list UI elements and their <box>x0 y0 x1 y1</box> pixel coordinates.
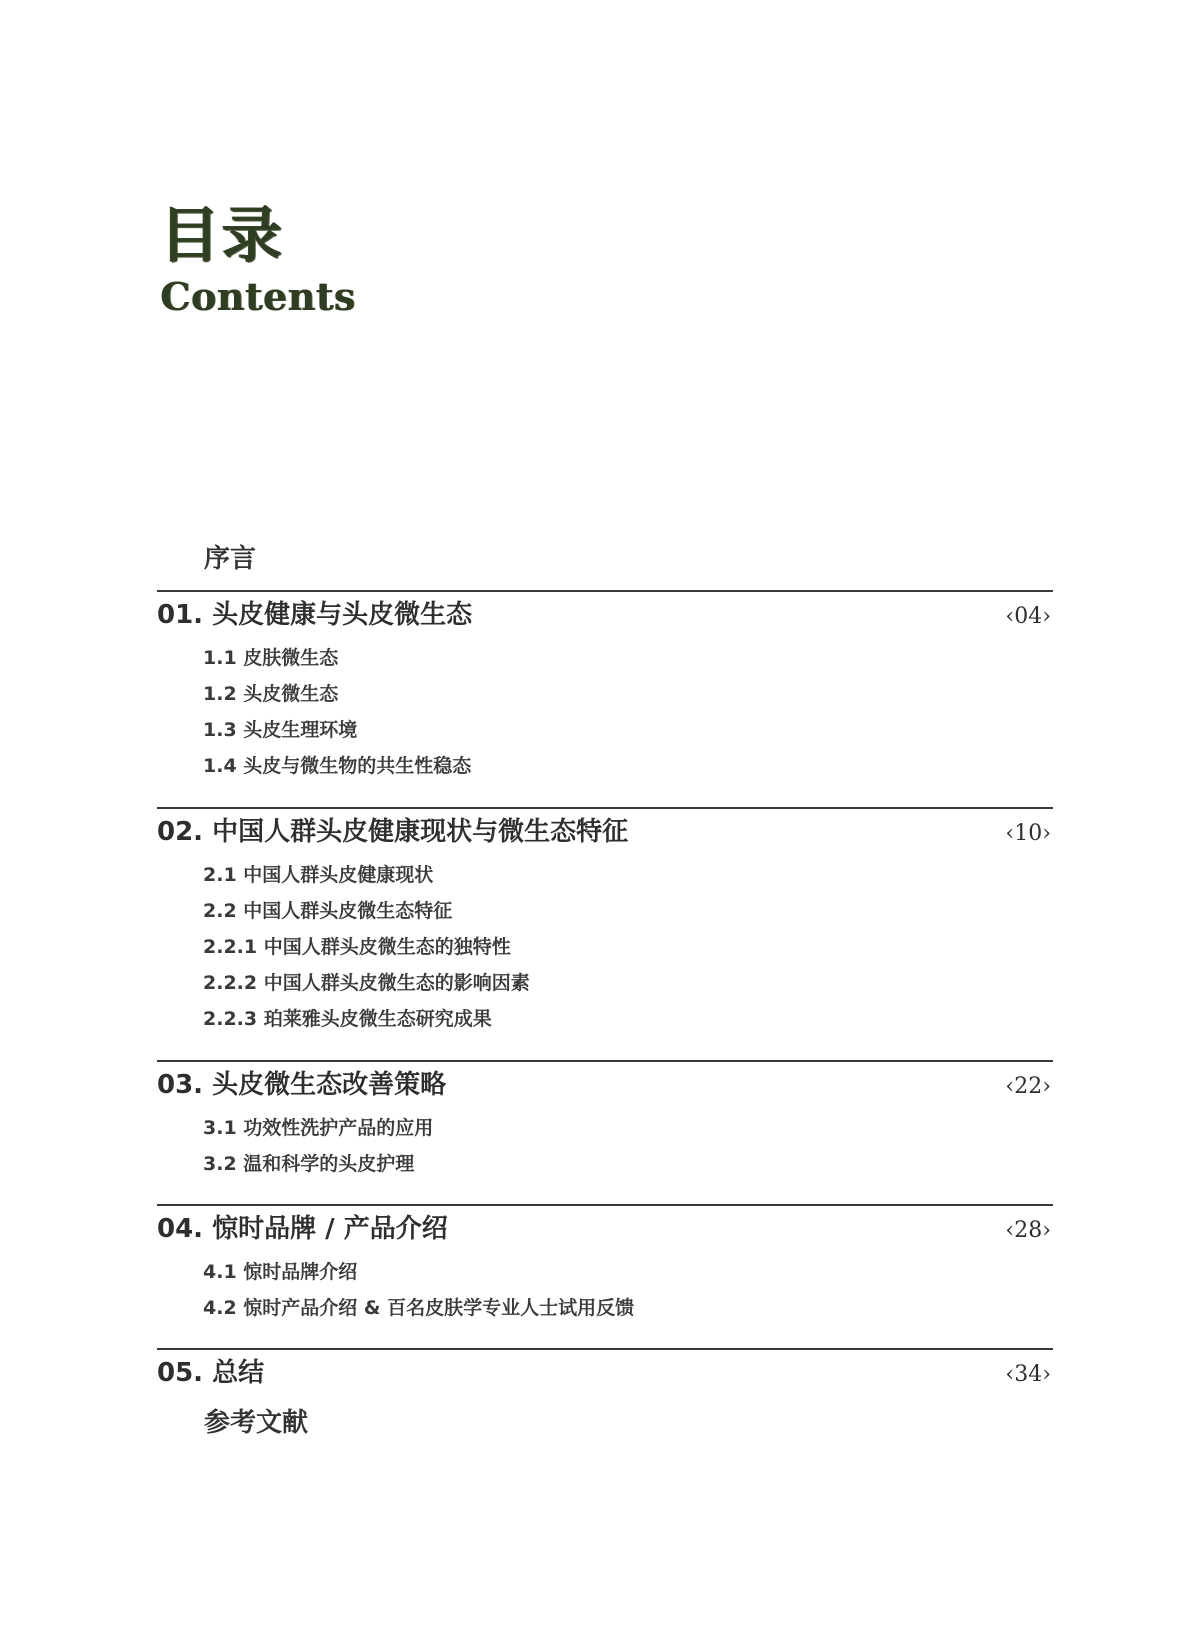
section-title[interactable]: 05. 总结 <box>157 1358 265 1388</box>
subsection-item[interactable]: 2.2 中国人群头皮微生态特征 <box>203 900 453 922</box>
section-page-number: ‹04› <box>1005 604 1051 629</box>
toc-entry-preface[interactable]: 序言 <box>204 544 257 574</box>
section-page-number: ‹10› <box>1005 821 1051 846</box>
section-page-number: ‹34› <box>1005 1362 1051 1387</box>
toc-section-04 <box>157 1204 1053 1326</box>
subsection-item[interactable]: 1.3 头皮生理环境 <box>203 719 358 741</box>
toc-section-03 <box>157 1060 1053 1182</box>
section-title[interactable]: 01. 头皮健康与头皮微生态 <box>157 600 473 630</box>
toc-section-01 <box>157 590 1053 784</box>
toc-entry-references[interactable]: 参考文献 <box>204 1408 309 1438</box>
subsection-item[interactable]: 1.1 皮肤微生态 <box>203 647 339 669</box>
toc-section-05 <box>157 1348 1053 1398</box>
toc-section-02 <box>157 807 1053 1037</box>
subsection-item[interactable]: 1.4 头皮与微生物的共生性稳态 <box>203 755 472 777</box>
subsection-item[interactable]: 2.2.2 中国人群头皮微生态的影响因素 <box>203 972 530 994</box>
page-title-chinese: 目录 <box>160 201 284 271</box>
subsection-list <box>157 1254 1053 1326</box>
subsection-item[interactable]: 3.1 功效性洗护产品的应用 <box>203 1117 434 1139</box>
subsection-list <box>157 640 1053 784</box>
section-page-number: ‹22› <box>1005 1074 1051 1099</box>
section-page-number: ‹28› <box>1005 1218 1051 1243</box>
subsection-item[interactable]: 2.1 中国人群头皮健康现状 <box>203 864 434 886</box>
section-title[interactable]: 04. 惊时品牌 / 产品介绍 <box>157 1214 448 1244</box>
subsection-item[interactable]: 2.2.1 中国人群头皮微生态的独特性 <box>203 936 511 958</box>
subsection-item[interactable]: 1.2 头皮微生态 <box>203 683 339 705</box>
subsection-item[interactable]: 4.2 惊时产品介绍 & 百名皮肤学专业人士试用反馈 <box>203 1297 635 1319</box>
page-title-english: Contents <box>160 274 356 319</box>
section-title[interactable]: 02. 中国人群头皮健康现状与微生态特征 <box>157 817 629 847</box>
subsection-item[interactable]: 4.1 惊时品牌介绍 <box>203 1261 358 1283</box>
subsection-list <box>157 1110 1053 1182</box>
subsection-list <box>157 857 1053 1037</box>
subsection-item[interactable]: 2.2.3 珀莱雅头皮微生态研究成果 <box>203 1008 492 1030</box>
subsection-item[interactable]: 3.2 温和科学的头皮护理 <box>203 1153 415 1175</box>
section-title[interactable]: 03. 头皮微生态改善策略 <box>157 1070 447 1100</box>
